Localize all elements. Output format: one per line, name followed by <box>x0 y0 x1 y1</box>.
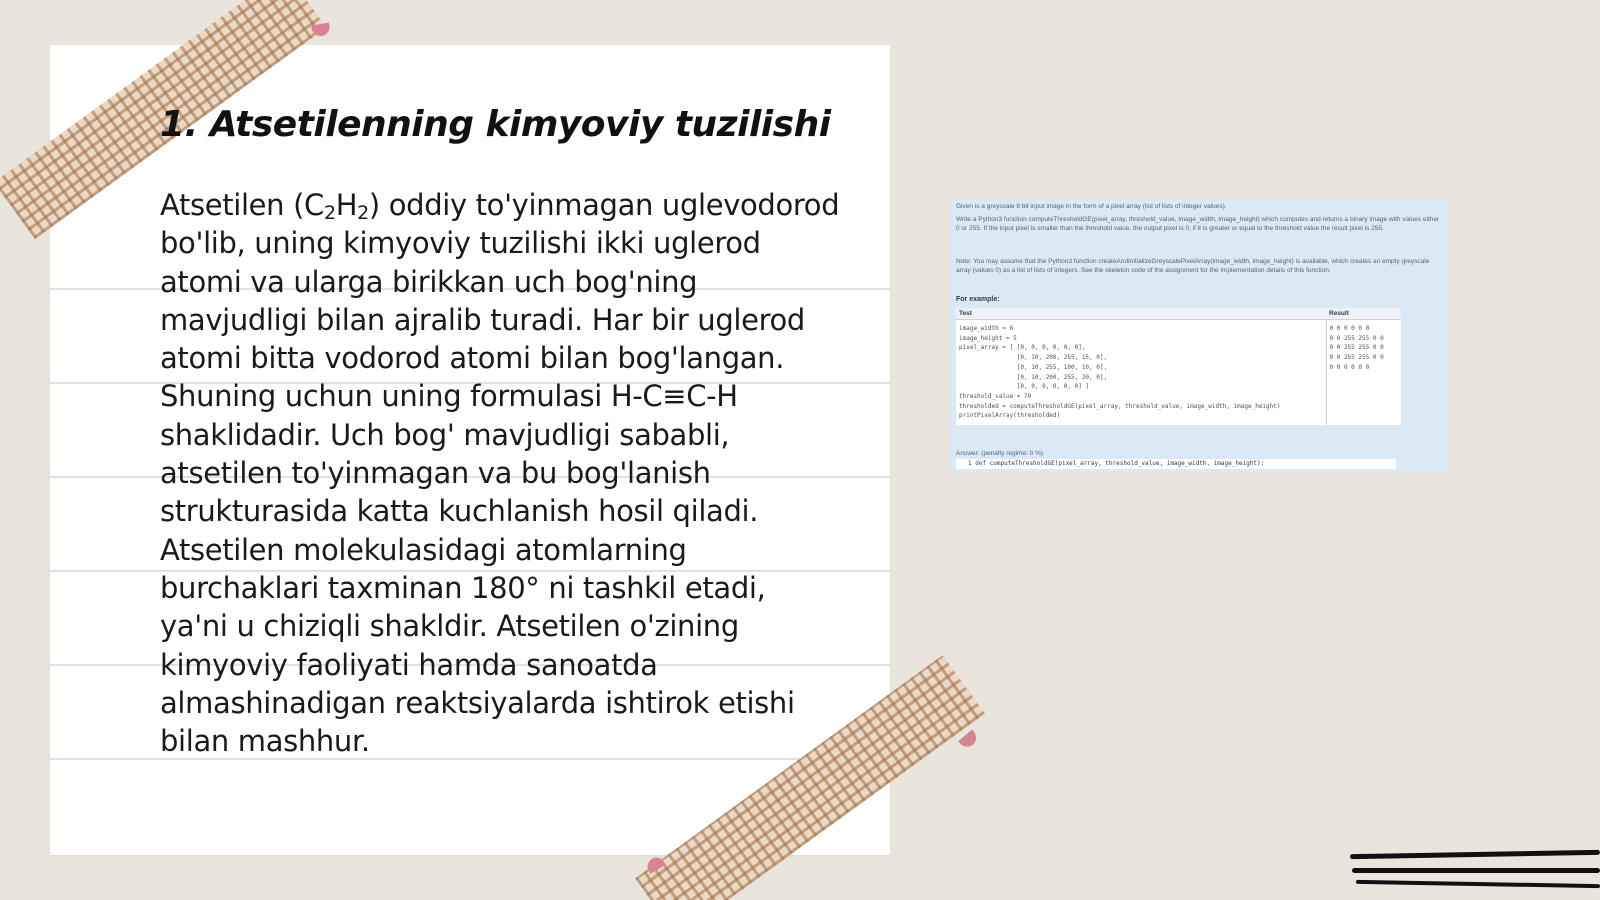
example-table <box>956 308 1401 425</box>
body-text-part: ) oddiy to'yinmagan uglevodorod bo'lib, uning kimyoviy tuzilishi ikki uglerod atomi va ularga birikkan uch bog'ning mavjudligi bilan ajralib turadi. Har bir uglerod atomi bitta vodorod atomi bilan bog'langan. Shuning uchun uning formulasi H-C≡C-H shaklidadir. Uch bog' mavjudligi sababli, atsetilen to'yinmagan va bu bog'lanish strukturasida katta kuchlanish hosil qiladi. Atsetilen molekulasidagi atomlarning burchaklari taxminan 180° ni tashkil etadi, ya'ni u chiziqli shakldir. Atsetilen o'zining kimyoviy faoliyati hamda sanoatda almashinadigan reaktsiyalarda ishtirok etishi bilan mashhur. <box>160 188 840 759</box>
body-text-part: Atsetilen (C <box>160 188 324 222</box>
decorative-stroke <box>1350 850 1600 859</box>
test-code-cell: image_width = 6 image_height = 5 pixel_array = [ [0, 0, 0, 0, 0, 0], [0, 10, 200, 255, 15, 0], [0, 10, 255, 100, 10, 0], [0, 10, 200, 255, 20, 0], [0, 0, 0, 0, 0, 0] ] threshold_value = 70 thresholded = computeThresholdGE(pixel_array, threshold_value, image_width, image_height) printPixelArray(thresholded) <box>956 320 1326 426</box>
decorative-stroke <box>1356 880 1600 888</box>
screenshot-paragraph: Write a Python3 function computeThresholdGE(pixel_array, threshold_value, image_width, image_height) which computes and returns a binary image with values either 0 or 255. If the input pixel is smaller than the threshold value, the output pixel is 0, if it is greater or equal to the threshold value the result pixel is 255. <box>956 216 1440 232</box>
result-cell: 0 0 0 0 0 0 0 0 255 255 0 0 0 0 255 255 0 0 0 0 255 255 0 0 0 0 0 0 0 0 <box>1326 320 1401 426</box>
code-keyword: def <box>975 460 987 467</box>
code-line: computeThresholdGE(pixel_array, threshold_value, image_width, image_height): <box>986 460 1265 467</box>
slide-title: 1. Atsetilenning kimyoviy tuzilishi <box>160 104 831 145</box>
example-label: For example: <box>956 296 1000 303</box>
subscript: 2 <box>357 202 369 224</box>
body-text-part: H <box>335 188 358 222</box>
answer-code-editor <box>956 459 1396 469</box>
embedded-screenshot <box>950 200 1448 472</box>
slide-body-text <box>160 186 840 760</box>
answer-label: Answer: (penalty regime: 0 %) <box>956 450 1044 457</box>
subscript: 2 <box>323 202 336 224</box>
screenshot-paragraph: Given is a greyscale 8 bit input image in the form of a pixel array (list of lists of integer values). <box>956 203 1227 210</box>
decorative-stroke <box>1352 868 1600 873</box>
column-header-test: Test <box>956 308 1326 320</box>
line-number: 1 <box>968 460 972 467</box>
screenshot-paragraph: Note: You may assume that the Python3 function createAndInitializeGreyscalePixelArray(image_width, image_height) is available, which creates an empty greyscale array (values 0) as a list of lists of integers. See the skeleton code of the assignment for the implementation details of this function. <box>956 258 1430 274</box>
column-header-result: Result <box>1326 308 1401 320</box>
table-row <box>956 320 1401 426</box>
pink-tab-decoration <box>958 730 980 751</box>
